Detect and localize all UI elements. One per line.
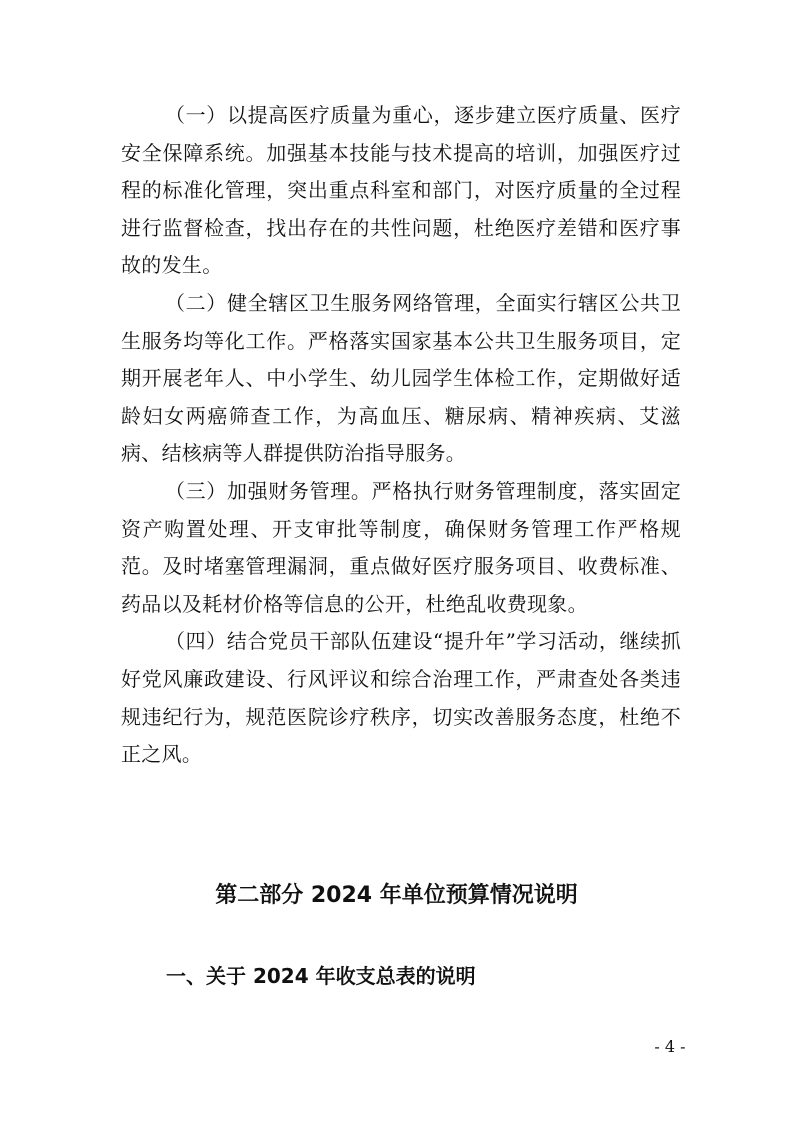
paragraph-3: （三）加强财务管理。严格执行财务管理制度，落实固定资产购置处理、开支审批等制度，确保财务管理工作严格规范。及时堵塞管理漏洞，重点做好医疗服务项目、收费标准、药品以及耗材价格等信息的公开，杜绝乱收费现象。 — [121, 478, 681, 616]
body-text — [121, 97, 681, 774]
section-title: 第二部分 2024 年单位预算情况说明 — [215, 883, 578, 908]
paragraph-4: （四）结合党员干部队伍建设“提升年”学习活动，继续抓好党风廉政建设、行风评议和综合治理工作，严肃查处各类违规违纪行为，规范医院诊疗秩序，切实改善服务态度，杜绝不正之风。 — [121, 629, 681, 767]
subsection-title: 一、关于 2024 年收支总表的说明 — [166, 964, 476, 988]
paragraph-2: （二）健全辖区卫生服务网络管理，全面实行辖区公共卫生服务均等化工作。严格落实国家基本公共卫生服务项目，定期开展老年人、中小学生、幼儿园学生体检工作，定期做好适龄妇女两癌筛查工作，为高血压、糖尿病、精神疾病、艾滋病、结核病等人群提供防治指导服务。 — [121, 290, 681, 466]
paragraph-1: （一）以提高医疗质量为重心，逐步建立医疗质量、医疗安全保障系统。加强基本技能与技术提高的培训，加强医疗过程的标准化管理，突出重点科室和部门，对医疗质量的全过程进行监督检查，找出存在的共性问题，杜绝医疗差错和医疗事故的发生。 — [121, 103, 681, 278]
page-number: - 4 - — [654, 1037, 686, 1056]
